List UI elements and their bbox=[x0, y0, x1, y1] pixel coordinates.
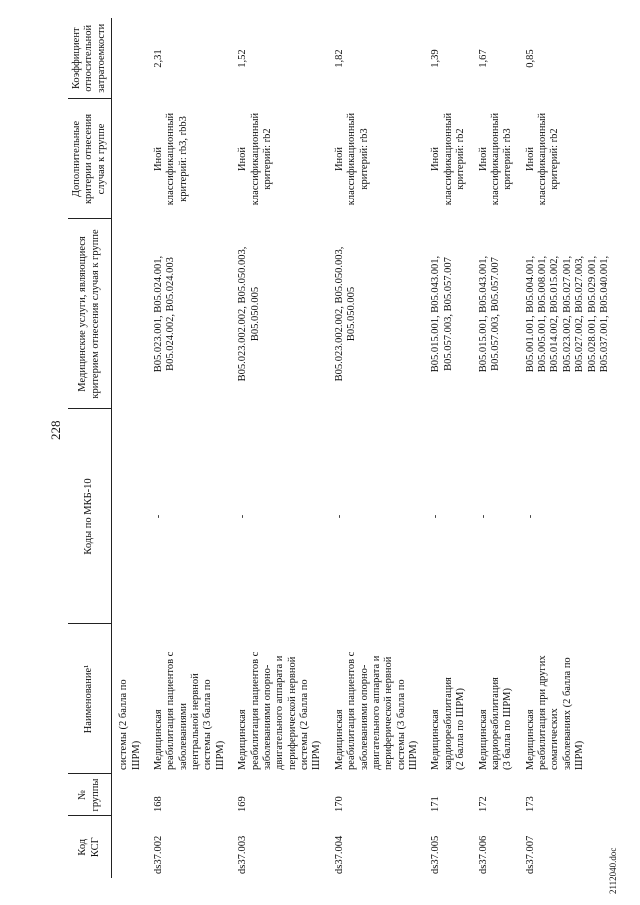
table-row bbox=[519, 18, 616, 878]
header-ksg-code: Код КСГ bbox=[68, 816, 112, 878]
group-number: 169 bbox=[237, 796, 249, 812]
group-number: 170 bbox=[333, 796, 345, 812]
medical-services: B05.023.002.002, B05.050.003, B05.050.005 bbox=[237, 246, 261, 382]
mkb-codes: - bbox=[333, 514, 345, 519]
header-coefficient: Коэффициент относительной затратоемкости bbox=[68, 18, 112, 99]
table-row bbox=[147, 18, 231, 878]
table-header-row bbox=[68, 18, 112, 878]
ksg-table bbox=[68, 18, 615, 878]
header-medical-services: Медицинские услуги, являющиеся критерием отнесения случая к группе bbox=[68, 219, 112, 409]
table-row bbox=[424, 18, 471, 878]
group-number: 168 bbox=[152, 796, 164, 812]
additional-criteria: Иной классификационный критерий: rb2 bbox=[237, 112, 273, 206]
group-name: Медицинская кардиореабилитация (2 балла по ШРМ) bbox=[430, 677, 467, 770]
table-row bbox=[328, 18, 425, 878]
table-row bbox=[231, 18, 328, 878]
ksg-code: ds37.005 bbox=[430, 835, 442, 874]
group-number: 173 bbox=[524, 796, 536, 812]
coefficient: 1,67 bbox=[477, 49, 489, 68]
continuation-name: системы (2 балла по ШРМ) bbox=[118, 679, 142, 770]
ksg-code: ds37.002 bbox=[152, 835, 164, 874]
header-name: Наименование¹ bbox=[68, 624, 112, 774]
additional-criteria: Иной классификационный критерий: rb2 bbox=[524, 112, 561, 206]
group-name: Медицинская реабилитация пациентов с заболеваниями центральной нервной системы (3 балла по ШРМ) bbox=[152, 651, 226, 770]
rotated-page-content bbox=[68, 18, 618, 878]
ksg-code: ds37.006 bbox=[477, 835, 489, 874]
header-mkb-codes: Коды по МКБ-10 bbox=[68, 409, 112, 624]
header-additional-criteria: Дополнительные критерии отнесения случая к группе bbox=[68, 99, 112, 219]
coefficient: 1,39 bbox=[430, 49, 442, 68]
additional-criteria: Иной классификационный критерий: rb3, rbb3 bbox=[152, 112, 189, 206]
coefficient: 1,52 bbox=[237, 49, 249, 68]
additional-criteria: Иной классификационный критерий: rb2 bbox=[430, 112, 467, 206]
medical-services: B05.001.001, B05.004.001, B05.005.001, B05.008.001, B05.014.002, B05.015.002, B05.023.002, B05.027.001, B05.027.002, B05.027.003, B05.028.001, B05.029.001, B05.037.001, B05.040.001, bbox=[524, 255, 610, 373]
medical-services: B05.023.002.002, B05.050.003, B05.050.005 bbox=[333, 246, 358, 382]
mkb-codes: - bbox=[477, 514, 489, 519]
group-name: Медицинская реабилитация пациентов с заболеваниями опорно- двигательного аппарата и периферической нервной системы (3 балла по ШРМ) bbox=[333, 651, 419, 770]
header-group-number: № группы bbox=[68, 774, 112, 816]
group-name: Медицинская кардиореабилитация (3 балла по ШРМ) bbox=[477, 677, 514, 770]
page-number: 228 bbox=[48, 420, 63, 440]
group-number: 172 bbox=[477, 796, 489, 812]
group-name: Медицинская реабилитация при других соматических заболеваниях (2 балла по ШРМ) bbox=[524, 655, 586, 770]
mkb-codes: - bbox=[430, 514, 442, 519]
medical-services: B05.015.001, B05.043.001, B05.057.003, B05.057.007 bbox=[430, 255, 454, 373]
mkb-codes: - bbox=[152, 514, 164, 519]
ksg-code: ds37.004 bbox=[333, 835, 345, 874]
medical-services: B05.015.001, B05.043.001, B05.057.003, B05.057.007 bbox=[477, 255, 501, 373]
coefficient: 2,31 bbox=[152, 49, 164, 68]
mkb-codes: - bbox=[524, 514, 536, 519]
ksg-code: ds37.003 bbox=[237, 835, 249, 874]
coefficient: 0,85 bbox=[524, 49, 536, 68]
group-name: Медицинская реабилитация пациентов с заболеваниями опорно- двигательного аппарата и периферической нервной системы (2 балла по ШРМ) bbox=[237, 651, 323, 770]
additional-criteria: Иной классификационный критерий: rb3 bbox=[477, 112, 514, 206]
mkb-codes: - bbox=[237, 514, 249, 519]
medical-services: B05.023.001, B05.024.001, B05.024.002, B05.024.003 bbox=[152, 255, 177, 373]
ksg-code: ds37.007 bbox=[524, 835, 536, 874]
table-row bbox=[472, 18, 519, 878]
coefficient: 1,82 bbox=[333, 49, 345, 68]
additional-criteria: Иной классификационный критерий: rb3 bbox=[333, 112, 370, 206]
group-number: 171 bbox=[430, 796, 442, 812]
table-row-continuation bbox=[112, 18, 147, 878]
footer-filename: 2112040.doc bbox=[608, 847, 618, 894]
